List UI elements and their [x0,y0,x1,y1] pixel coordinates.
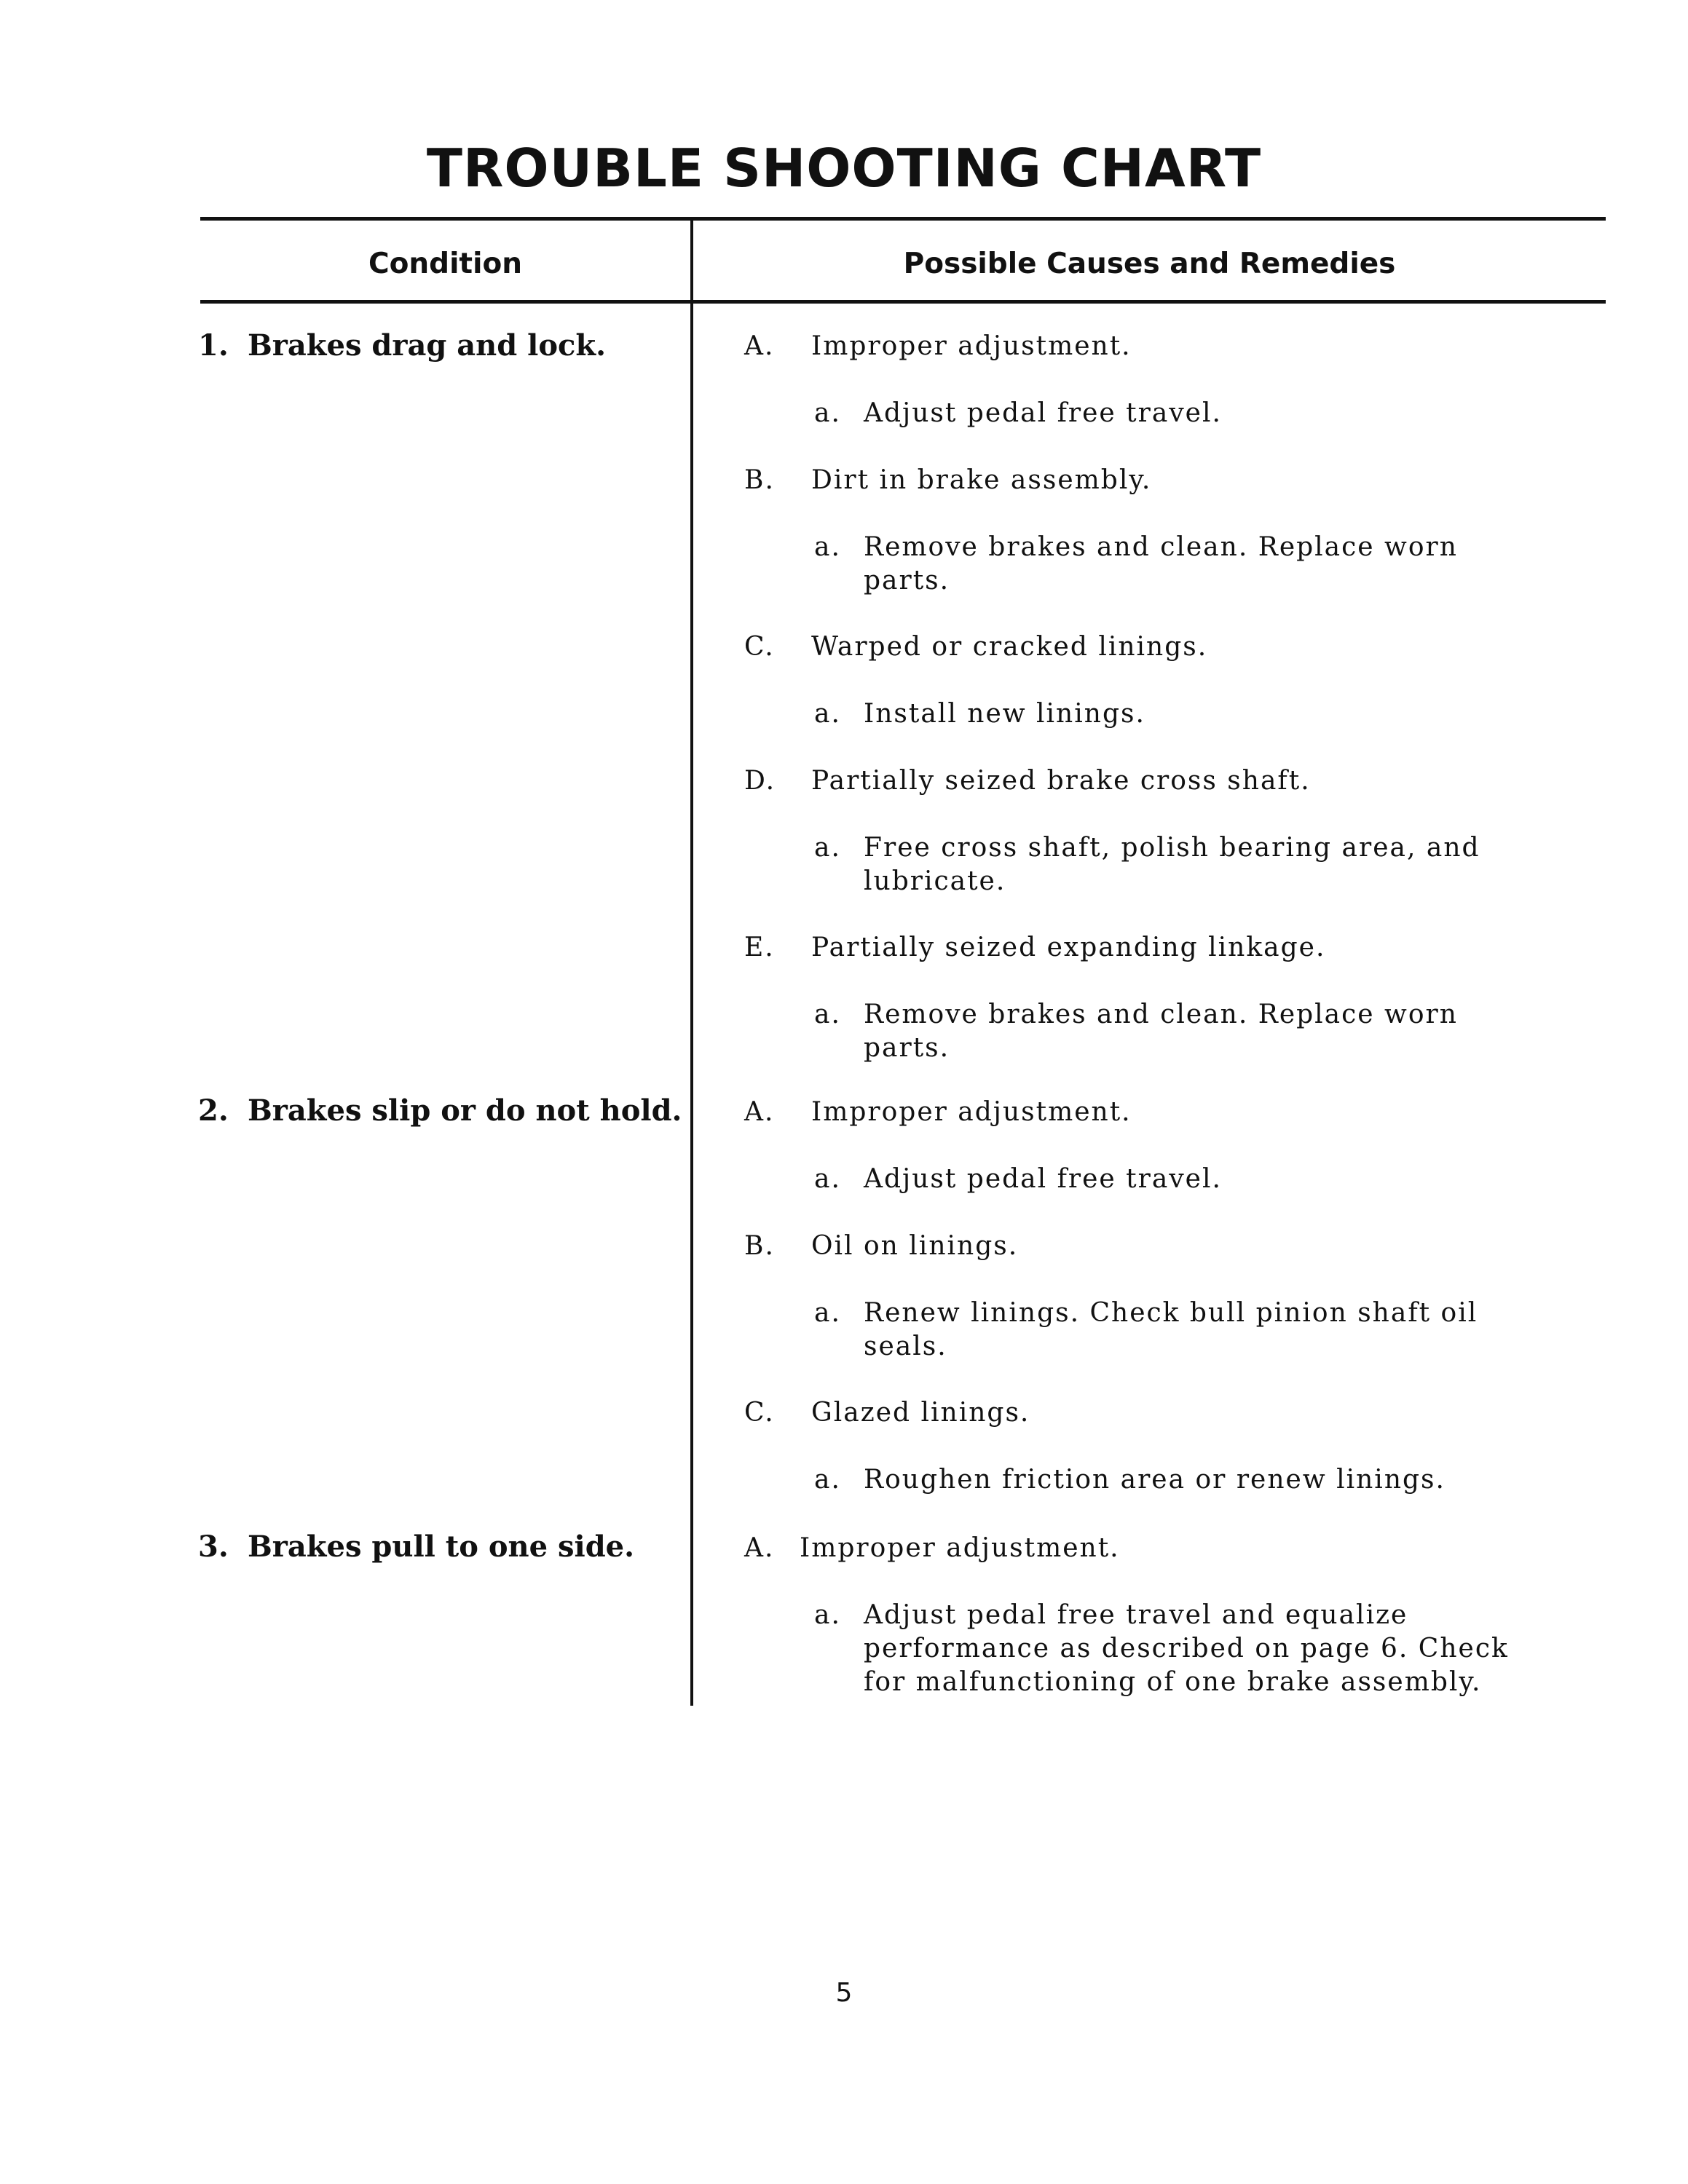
remedy-letter: a. [814,1465,841,1495]
cause-letter: E. [744,933,775,962]
cause-text: Improper adjustment. [811,331,1132,361]
condition-number: 3. [198,1530,229,1564]
remedy-text: Adjust pedal free travel and equalize performance as described on page 6. Check for malfunctioning of one brake assembly. [864,1600,1509,1697]
remedy-text: Free cross shaft, polish bearing area, and lubricate. [864,833,1480,896]
remedy-1-e [814,998,1542,1065]
remedy-text: Adjust pedal free travel. [864,398,1222,428]
page-title: TROUBLE SHOOTING CHART [426,138,1262,199]
cause-2-b [744,1230,1018,1263]
page-number: 5 [835,1978,853,2008]
cause-2-a [744,1096,1132,1129]
remedy-2-c [814,1463,1542,1497]
cause-letter: A. [744,1097,775,1127]
cause-1-d [744,764,1311,798]
remedy-1-a [814,397,1542,430]
remedy-letter: a. [814,699,841,729]
condition-text: Brakes pull to one side. [248,1530,635,1564]
remedy-letter: a. [814,1000,841,1029]
condition-number: 2. [198,1093,229,1128]
cause-1-c [744,630,1207,664]
cause-1-e [744,931,1325,965]
cause-letter: A. [744,1533,775,1563]
cause-3-a [744,1532,1120,1565]
remedy-2-b [814,1297,1542,1364]
remedy-text: Adjust pedal free travel. [864,1164,1222,1194]
header-bottom-rule [200,300,1606,304]
remedy-1-d [814,831,1542,898]
cause-text: Improper adjustment. [811,1097,1132,1127]
cause-letter: C. [744,632,775,662]
cause-text: Dirt in brake assembly. [811,465,1152,495]
cause-text: Warped or cracked linings. [811,632,1208,662]
cause-letter: C. [744,1398,775,1428]
remedy-letter: a. [814,1600,841,1630]
remedy-text: Roughen friction area or renew linings. [864,1465,1446,1495]
cause-text: Improper adjustment. [800,1533,1120,1563]
remedy-text: Renew linings. Check bull pinion shaft oil seals. [864,1298,1478,1361]
cause-2-c [744,1396,1030,1430]
condition-1 [198,328,607,363]
remedy-text: Install new linings. [864,699,1145,729]
cause-1-a [744,330,1132,363]
column-divider [690,217,693,1706]
cause-text: Glazed linings. [811,1398,1030,1428]
remedy-2-a [814,1163,1542,1196]
cause-text: Partially seized expanding linkage. [811,933,1326,962]
condition-2 [198,1093,682,1128]
remedy-letter: a. [814,532,841,562]
remedy-letter: a. [814,833,841,863]
remedy-letter: a. [814,1298,841,1328]
remedy-1-b [814,531,1542,598]
remedy-letter: a. [814,398,841,428]
remedy-1-c [814,697,1542,731]
cause-letter: D. [744,766,776,796]
cause-letter: A. [744,331,775,361]
remedy-text: Remove brakes and clean. Replace worn parts. [864,1000,1458,1063]
cause-1-b [744,464,1151,497]
condition-number: 1. [198,328,229,363]
table-top-rule [200,217,1606,221]
condition-text: Brakes slip or do not hold. [248,1093,682,1128]
condition-text: Brakes drag and lock. [248,328,607,363]
column-header-condition: Condition [368,248,523,280]
remedy-letter: a. [814,1164,841,1194]
remedy-text: Remove brakes and clean. Replace worn parts. [864,532,1458,596]
cause-text: Oil on linings. [811,1231,1019,1261]
column-header-causes: Possible Causes and Remedies [903,248,1396,280]
remedy-3-a [814,1599,1542,1699]
cause-letter: B. [744,465,775,495]
cause-text: Partially seized brake cross shaft. [811,766,1311,796]
cause-letter: B. [744,1231,775,1261]
condition-3 [198,1532,634,1562]
